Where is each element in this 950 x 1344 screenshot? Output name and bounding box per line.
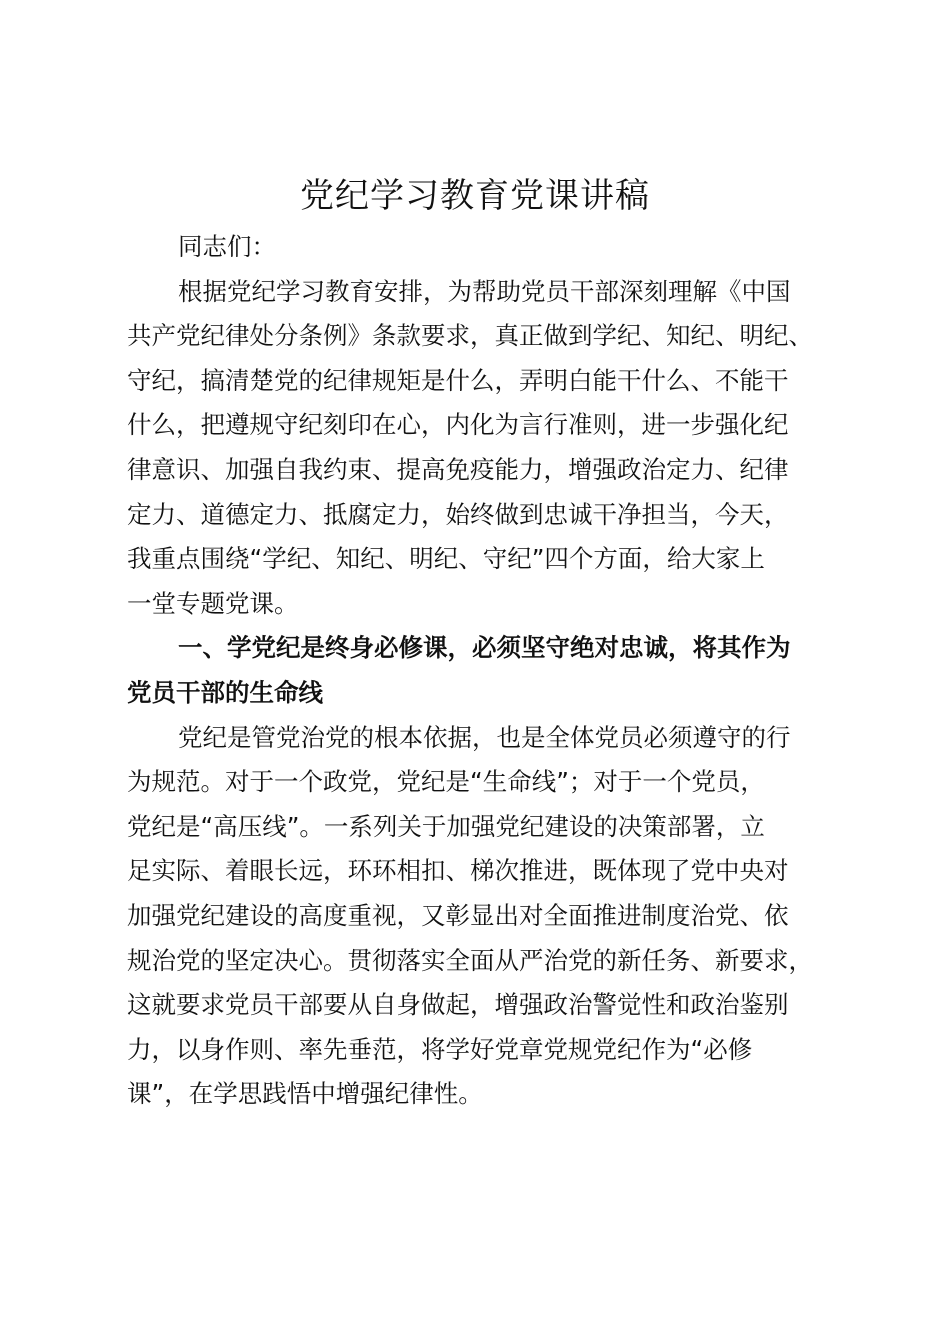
document-title: 党纪学习教育党课讲稿: [300, 176, 650, 216]
paragraph-line: 为规范。对于一个政党，党纪是“生命线”；对于一个党员，: [127, 767, 765, 797]
paragraph-line: 足实际、着眼长远，环环相扣、梯次推进，既体现了党中央对: [127, 856, 789, 886]
paragraph-line: 党纪是“高压线”。一系列关于加强党纪建设的决策部署，立: [127, 811, 765, 841]
paragraph-line: 我重点围绕“学纪、知纪、明纪、守纪”四个方面，给大家上: [127, 544, 765, 574]
paragraph-line: 党纪是管党治党的根本依据，也是全体党员必须遵守的行: [178, 722, 791, 752]
paragraph-line: 守纪，搞清楚党的纪律规矩是什么，弄明白能干什么、不能干: [127, 365, 789, 395]
section-heading-line: 一、学党纪是终身必修课，必须坚守绝对忠诚，将其作为: [178, 633, 791, 663]
paragraph-line: 一堂专题党课。: [127, 588, 299, 618]
document-body: [127, 225, 839, 1117]
section-heading-line: 党员干部的生命线: [127, 677, 323, 707]
paragraph-line: 规治党的坚定决心。贯彻落实全面从严治党的新任务、新要求，: [127, 945, 813, 975]
paragraph-line: 律意识、加强自我约束、提高免疫能力，增强政治定力、纪律: [127, 454, 789, 484]
paragraph-line: 课”，在学思践悟中增强纪律性。: [127, 1079, 483, 1109]
paragraph-line: 力，以身作则、率先垂范，将学好党章党规党纪作为“必修: [127, 1034, 753, 1064]
salutation: 同志们：: [178, 232, 276, 261]
paragraph-line: 根据党纪学习教育安排，为帮助党员干部深刻理解《中国: [178, 276, 791, 306]
paragraph-line: 什么，把遵规守纪刻印在心，内化为言行准则，进一步强化纪: [127, 410, 789, 440]
paragraph-line: 加强党纪建设的高度重视，又彰显出对全面推进制度治党、依: [127, 900, 789, 930]
paragraph-line: 这就要求党员干部要从自身做起，增强政治警觉性和政治鉴别: [127, 990, 789, 1020]
paragraph-line: 定力、道德定力、抵腐定力，始终做到忠诚干净担当，今天，: [127, 499, 789, 529]
paragraph-line: 共产党纪律处分条例》条款要求，真正做到学纪、知纪、明纪、: [127, 321, 813, 351]
